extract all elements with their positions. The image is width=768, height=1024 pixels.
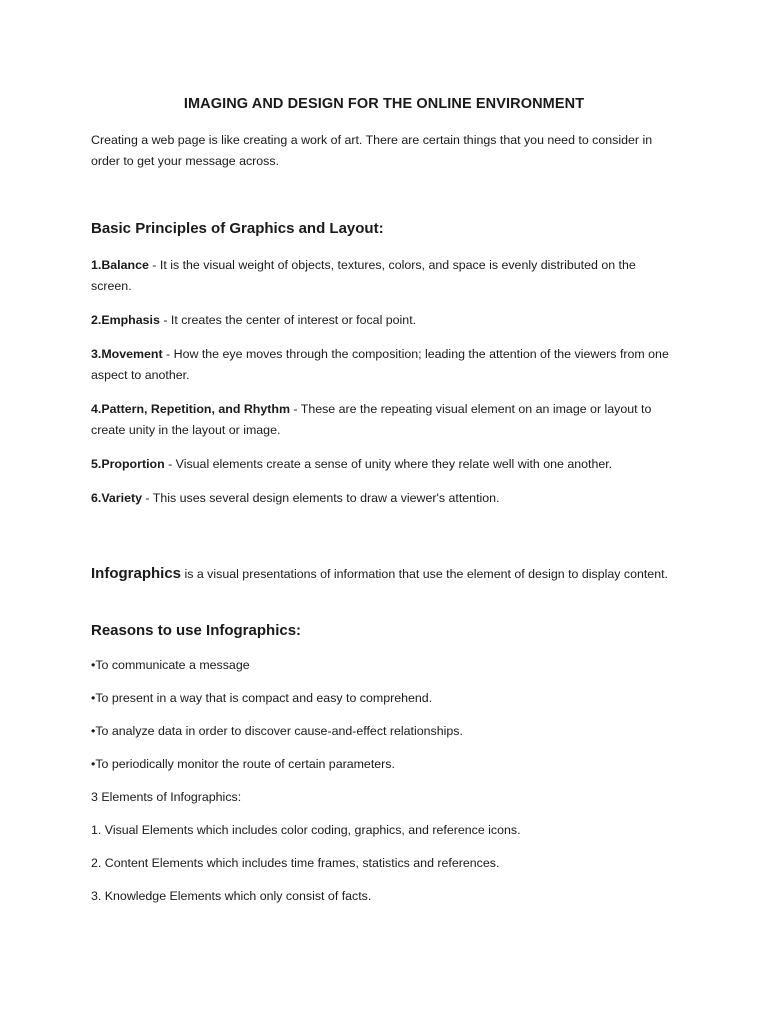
element-item: 1. Visual Elements which includes color coding, graphics, and reference icons. [91, 823, 521, 837]
principle-term: 6.Variety [91, 491, 142, 505]
infographics-term: Infographics [91, 565, 182, 582]
intro-paragraph: Creating a web page is like creating a work of art. There are certain things that you need to consider in order to get your message across. [91, 133, 653, 168]
infographics-paragraph [91, 563, 676, 585]
principle-item [91, 488, 676, 509]
principles-heading: Basic Principles of Graphics and Layout: [91, 220, 384, 237]
principle-item [91, 310, 676, 331]
element-item: 2. Content Elements which includes time frames, statistics and references. [91, 856, 500, 870]
principle-item [91, 255, 676, 297]
reason-item: •To present in a way that is compact and easy to comprehend. [91, 691, 433, 705]
principle-item [91, 344, 676, 386]
principle-item [91, 454, 676, 475]
principle-desc: - It is the visual weight of objects, textures, colors, and space is evenly distributed on the screen. [91, 258, 636, 293]
infographics-desc: is a visual presentations of information that use the element of design to display content. [181, 567, 668, 581]
reason-item: •To analyze data in order to discover cause-and-effect relationships. [91, 724, 463, 738]
principle-term: 3.Movement [91, 347, 163, 361]
reasons-heading: Reasons to use Infographics: [91, 622, 302, 639]
principle-term: 5.Proportion [91, 457, 165, 471]
principle-desc: - Visual elements create a sense of unity where they relate well with one another. [164, 457, 613, 471]
principle-item [91, 399, 676, 441]
principle-term: 4.Pattern, Repetition, and Rhythm [91, 402, 290, 416]
principle-desc: - How the eye moves through the composition; leading the attention of the viewers from one aspect to another. [91, 347, 669, 382]
document-title: IMAGING AND DESIGN FOR THE ONLINE ENVIRONMENT [183, 96, 585, 112]
principle-term: 1.Balance [91, 258, 149, 272]
principle-desc: - This uses several design elements to draw a viewer's attention. [141, 491, 500, 505]
element-item: 3. Knowledge Elements which only consist of facts. [91, 889, 372, 903]
principle-desc: - It creates the center of interest or focal point. [159, 313, 417, 327]
principle-term: 2.Emphasis [91, 313, 160, 327]
reason-item: •To communicate a message [91, 658, 250, 672]
elements-heading: 3 Elements of Infographics: [91, 790, 242, 804]
reason-item: •To periodically monitor the route of certain parameters. [91, 757, 395, 771]
principle-desc: - These are the repeating visual element on an image or layout to create unity in the layout or image. [91, 402, 652, 437]
